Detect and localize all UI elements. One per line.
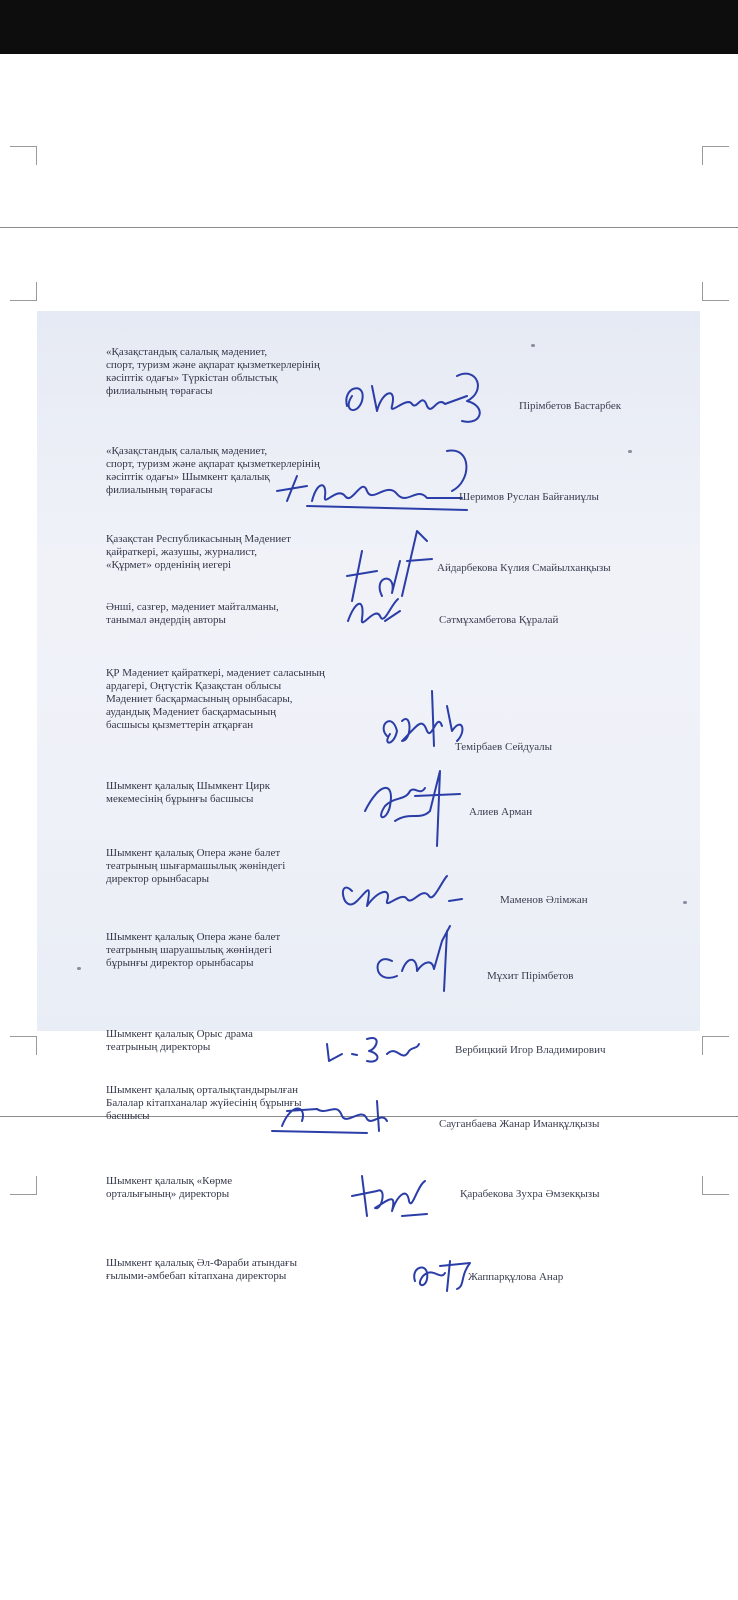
status-bar (0, 0, 738, 54)
signatory-name: Шеримов Руслан Байғаниұлы (459, 491, 599, 503)
handwritten-signature (317, 1029, 437, 1069)
page-corner-mark (10, 282, 37, 301)
signatory-name: Маменов Әлімжан (500, 894, 588, 906)
scan-speck (628, 450, 632, 453)
signatory-title: Шымкент қалалық Опера және балет театрының шығармашылық жөніндегі директор орынбасары (106, 847, 286, 885)
page-corner-mark (702, 146, 729, 165)
signatory-title: Шымкент қалалық орталықтандырылған Балалар кітапханалар жүйесінің бұрынғы басшысы (106, 1084, 302, 1122)
signatory-name: Мұхит Пірімбетов (487, 970, 574, 982)
handwritten-signature (347, 1166, 437, 1226)
handwritten-signature (340, 591, 410, 636)
signatory-name: Сауганбаева Жанар Иманқұлқызы (439, 1118, 600, 1130)
signatory-title: Қазақстан Республикасының Мәдениет қайраткері, жазушы, журналист, «Құрмет» орденінің иегері (106, 533, 291, 571)
page-corner-mark (702, 1036, 729, 1055)
signatory-name: Қарабекова Зухра Әмзекқызы (460, 1188, 600, 1200)
signatory-name: Вербицкий Игор Владимирович (455, 1044, 606, 1056)
handwritten-signature (337, 366, 497, 436)
page-corner-mark (10, 146, 37, 165)
handwritten-signature (362, 921, 472, 996)
page-corner-mark (702, 1176, 729, 1195)
page-corner-mark (10, 1036, 37, 1055)
signatory-name: Айдарбекова Күлия Смайылханқызы (437, 562, 611, 574)
scanned-document-page (37, 311, 700, 1283)
signatory-title: Шымкент қалалық Әл-Фараби атындағы ғылыми-әмбебап кітапхана директоры (106, 1257, 297, 1282)
signatory-name: Сәтмұхамбетова Құралай (439, 614, 559, 626)
signatory-title: «Қазақстандық салалық мәдениет, спорт, туризм және ақпарат қызметкерлерінің кәсіптік одағы» Шымкент қалалық филиалының төрағасы (106, 445, 320, 496)
signatory-title: ҚР Мәдениет қайраткері, мәдениет саласының ардагері, Оңтүстік Қазақстан облысы Мәдениет басқармасының орынбасары, аудандық Мәдениет басқармасының басшысы қызметтерін атқарған (106, 667, 325, 731)
handwritten-signature (267, 446, 487, 521)
signatory-title: Шымкент қалалық Опера және балет театрының шаруашылық жөніндегі бұрынғы директор орынбасары (106, 931, 281, 969)
signatory-title: «Қазақстандық салалық мәдениет, спорт, туризм және ақпарат қызметкерлерінің кәсіптік одағы» Түркістан облыстық филиалының төрағасы (106, 346, 320, 397)
page-separator (0, 227, 738, 228)
signatory-title: Шымкент қалалық «Көрме орталығының» директоры (106, 1175, 233, 1200)
signatory-title: Шымкент қалалық Орыс драма театрының директоры (106, 1028, 253, 1053)
handwritten-signature (267, 1091, 417, 1141)
signatory-title: Шымкент қалалық Шымкент Цирк мекемесінің бұрынғы басшысы (106, 780, 271, 805)
page-corner-mark (10, 1176, 37, 1195)
signatory-name: Пірімбетов Бастарбек (519, 400, 622, 412)
signatory-title: Әнші, сазгер, мәдениет майталманы, танымал әндердің авторы (106, 601, 279, 626)
scan-speck (77, 967, 81, 970)
signatory-name: Теміpбаев Сейдуалы (455, 741, 553, 753)
handwritten-signature (337, 861, 467, 921)
scan-speck (531, 344, 535, 347)
signatory-name: Алиев Арман (469, 806, 533, 818)
handwritten-signature (355, 766, 470, 861)
scan-speck (683, 901, 687, 904)
signatory-name: Жаппарқұлова Анар (468, 1271, 564, 1283)
page-corner-mark (702, 282, 729, 301)
